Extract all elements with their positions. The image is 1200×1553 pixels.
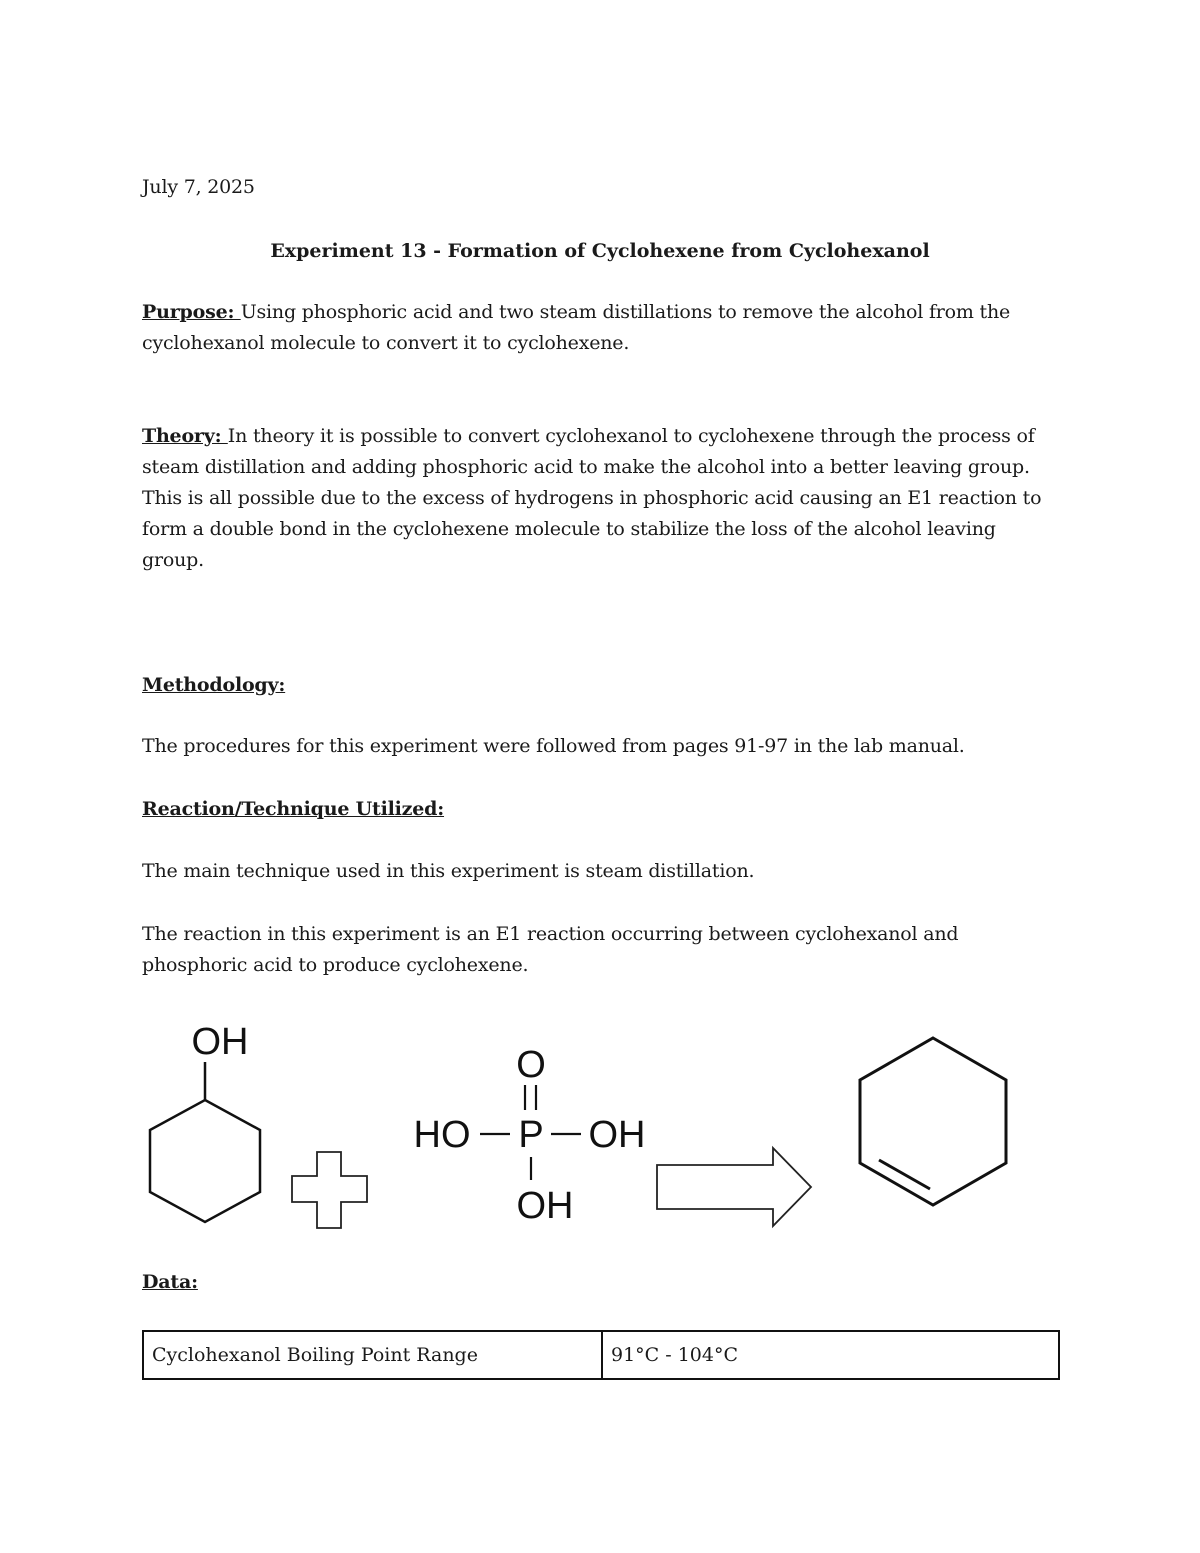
purpose-section — [142, 297, 1062, 359]
cyclohexene-structure — [860, 1038, 1006, 1205]
reaction-diagram — [0, 1010, 1200, 1250]
date: July 7, 2025 — [142, 176, 255, 198]
acid-o-label: O — [516, 1044, 546, 1086]
purpose-label: Purpose: — [142, 301, 241, 323]
cyclohexanol-structure — [150, 1021, 260, 1222]
theory-label: Theory: — [142, 425, 228, 447]
purpose-text: Using phosphoric acid and two steam distillations to remove the alcohol from the cyclohexanol molecule to convert it to cyclohexene. — [142, 301, 1011, 354]
acid-oh-bottom-label: OH — [516, 1185, 574, 1227]
reaction-text: The reaction in this experiment is an E1 reaction occurring between cyclohexanol and phosphoric acid to produce cyclohexene. — [142, 923, 959, 976]
cyclohexanol-oh-label: OH — [191, 1021, 249, 1063]
reaction-arrow-icon — [657, 1148, 811, 1226]
reaction-technique-label: Reaction/Technique Utilized: — [142, 798, 445, 820]
acid-oh-right-label: OH — [588, 1114, 646, 1156]
page-title: Experiment 13 - Formation of Cyclohexene from Cyclohexanol — [270, 240, 930, 262]
cyclohexene-double-bond — [879, 1160, 930, 1189]
phosphoric-acid-structure — [414, 1044, 646, 1227]
cyclohexene-ring — [860, 1038, 1006, 1205]
table-cell-value: 91°C - 104°C — [602, 1331, 1059, 1379]
table-cell-property: Cyclohexanol Boiling Point Range — [143, 1331, 602, 1379]
acid-p-label: P — [518, 1114, 544, 1156]
methodology-label: Methodology: — [142, 674, 286, 696]
technique-text: The main technique used in this experiment is steam distillation. — [142, 860, 755, 882]
methodology-text: The procedures for this experiment were followed from pages 91-97 in the lab manual. — [142, 735, 965, 757]
acid-ho-left-label: HO — [413, 1114, 471, 1156]
data-table — [142, 1330, 1060, 1380]
table-row — [143, 1331, 1059, 1379]
data-label: Data: — [142, 1271, 198, 1293]
plus-icon — [292, 1152, 367, 1228]
theory-text: In theory it is possible to convert cyclohexanol to cyclohexene through the process of steam distillation and adding phosphoric acid to make the alcohol into a better leaving group. This is all possible due to the excess of hydrogens in phosphoric acid causing an E1 reaction to form a double bond in the cyclohexene molecule to stabilize the loss of the alcohol leaving group. — [142, 425, 1042, 571]
theory-section — [142, 421, 1062, 576]
cyclohexanol-ring — [150, 1100, 260, 1222]
